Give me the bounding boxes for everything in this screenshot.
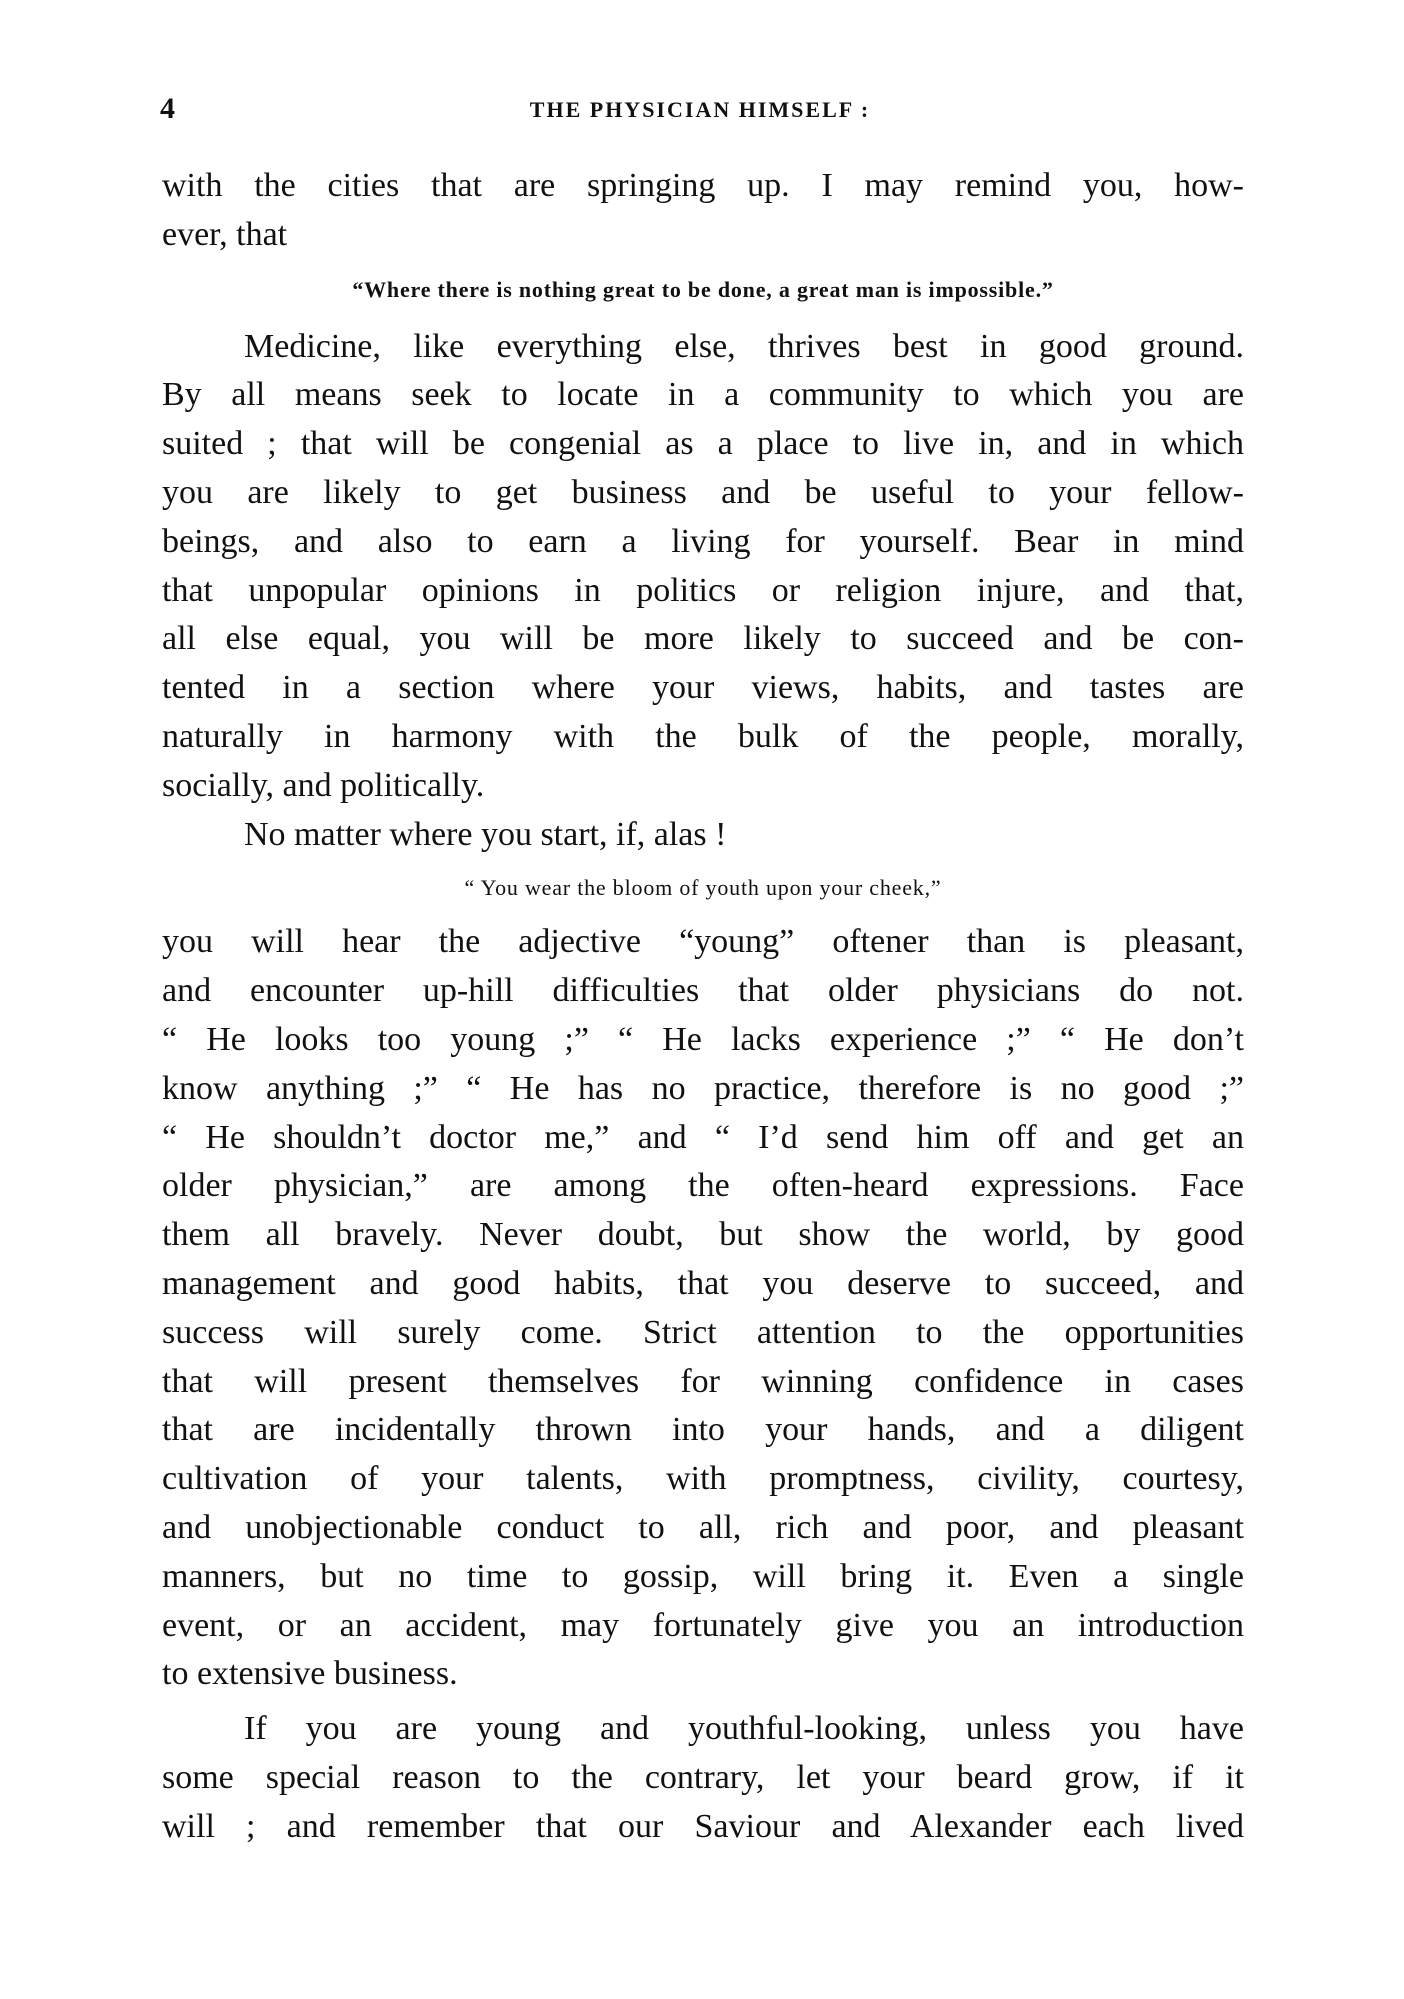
paragraph-line: them all bravely. Never doubt, but show the world, by good — [162, 1216, 1244, 1254]
paragraph-line: “ He looks too young ;” “ He lacks experience ;” “ He don’t — [162, 1020, 1244, 1058]
paragraph-line: If you are young and youthful-looking, unless you have — [244, 1710, 1244, 1748]
paragraph-line: socially, and politically. — [162, 766, 485, 804]
paragraph-line: some special reason to the contrary, let your beard grow, if it — [162, 1758, 1244, 1796]
paragraph-line: and unobjectionable conduct to all, rich and poor, and pleasant — [162, 1508, 1244, 1546]
paragraph-medicine — [162, 323, 1244, 811]
paragraph-line: “ He shouldn’t doctor me,” and “ I’d send him off and get an — [162, 1118, 1244, 1156]
page-header — [160, 92, 1240, 132]
paragraph-line: you are likely to get business and be useful to your fellow- — [162, 473, 1244, 511]
page-number: 4 — [160, 92, 175, 125]
opening-line-1: with the cities that are springing up. I may remind you, how- — [162, 167, 1244, 204]
paragraph-line: to extensive business. — [162, 1655, 458, 1693]
paragraph-line: suited ; that will be congenial as a place to live in, and in which — [162, 425, 1244, 463]
paragraph-line: success will surely come. Strict attention to the opportunities — [162, 1313, 1244, 1351]
paragraph-line: manners, but no time to gossip, will bring it. Even a single — [162, 1557, 1244, 1595]
paragraph-line: event, or an accident, may fortunately give you an introduction — [162, 1606, 1244, 1644]
paragraph-line: that are incidentally thrown into your hands, and a diligent — [162, 1411, 1244, 1449]
paragraph-beard — [162, 1705, 1244, 1851]
paragraph-line: naturally in harmony with the bulk of the people, morally, — [162, 717, 1244, 755]
paragraph-young — [162, 918, 1244, 1699]
quotation-bloom-of-youth: “ You wear the bloom of youth upon your cheek,” — [464, 875, 942, 901]
paragraph-line: that unpopular opinions in politics or religion injure, and that, — [162, 571, 1244, 609]
paragraph-line: and encounter up-hill difficulties that older physicians do not. — [162, 972, 1244, 1010]
opening-line-2: ever, that — [162, 215, 288, 253]
paragraph-line: tented in a section where your views, habits, and tastes are — [162, 669, 1244, 707]
paragraph-line: know anything ;” “ He has no practice, therefore is no good ;” — [162, 1069, 1244, 1107]
quotation-great-man: “Where there is nothing great to be done, a great man is impossible.” — [352, 276, 1054, 302]
paragraph-line: Medicine, like everything else, thrives best in good ground. — [244, 327, 1244, 365]
paragraph-line: all else equal, you will be more likely to succeed and be con- — [162, 620, 1244, 658]
paragraph-line: that will present themselves for winning confidence in cases — [162, 1362, 1244, 1400]
paragraph-line: beings, and also to earn a living for yourself. Bear in mind — [162, 522, 1244, 560]
running-head: THE PHYSICIAN HIMSELF : — [529, 97, 871, 122]
paragraph-line: older physician,” are among the often-heard expressions. Face — [162, 1167, 1244, 1205]
paragraph-line: cultivation of your talents, with promptness, civility, courtesy, — [162, 1460, 1244, 1498]
paragraph-line: By all means seek to locate in a community to which you are — [162, 376, 1244, 414]
paragraph-line: you will hear the adjective “young” oftener than is pleasant, — [162, 923, 1244, 961]
paragraph-line: management and good habits, that you deserve to succeed, and — [162, 1264, 1244, 1302]
paragraph-line: will ; and remember that our Saviour and Alexander each lived — [162, 1807, 1244, 1845]
page-text — [162, 162, 1244, 1852]
paragraph-no-matter: No matter where you start, if, alas ! — [244, 815, 727, 853]
